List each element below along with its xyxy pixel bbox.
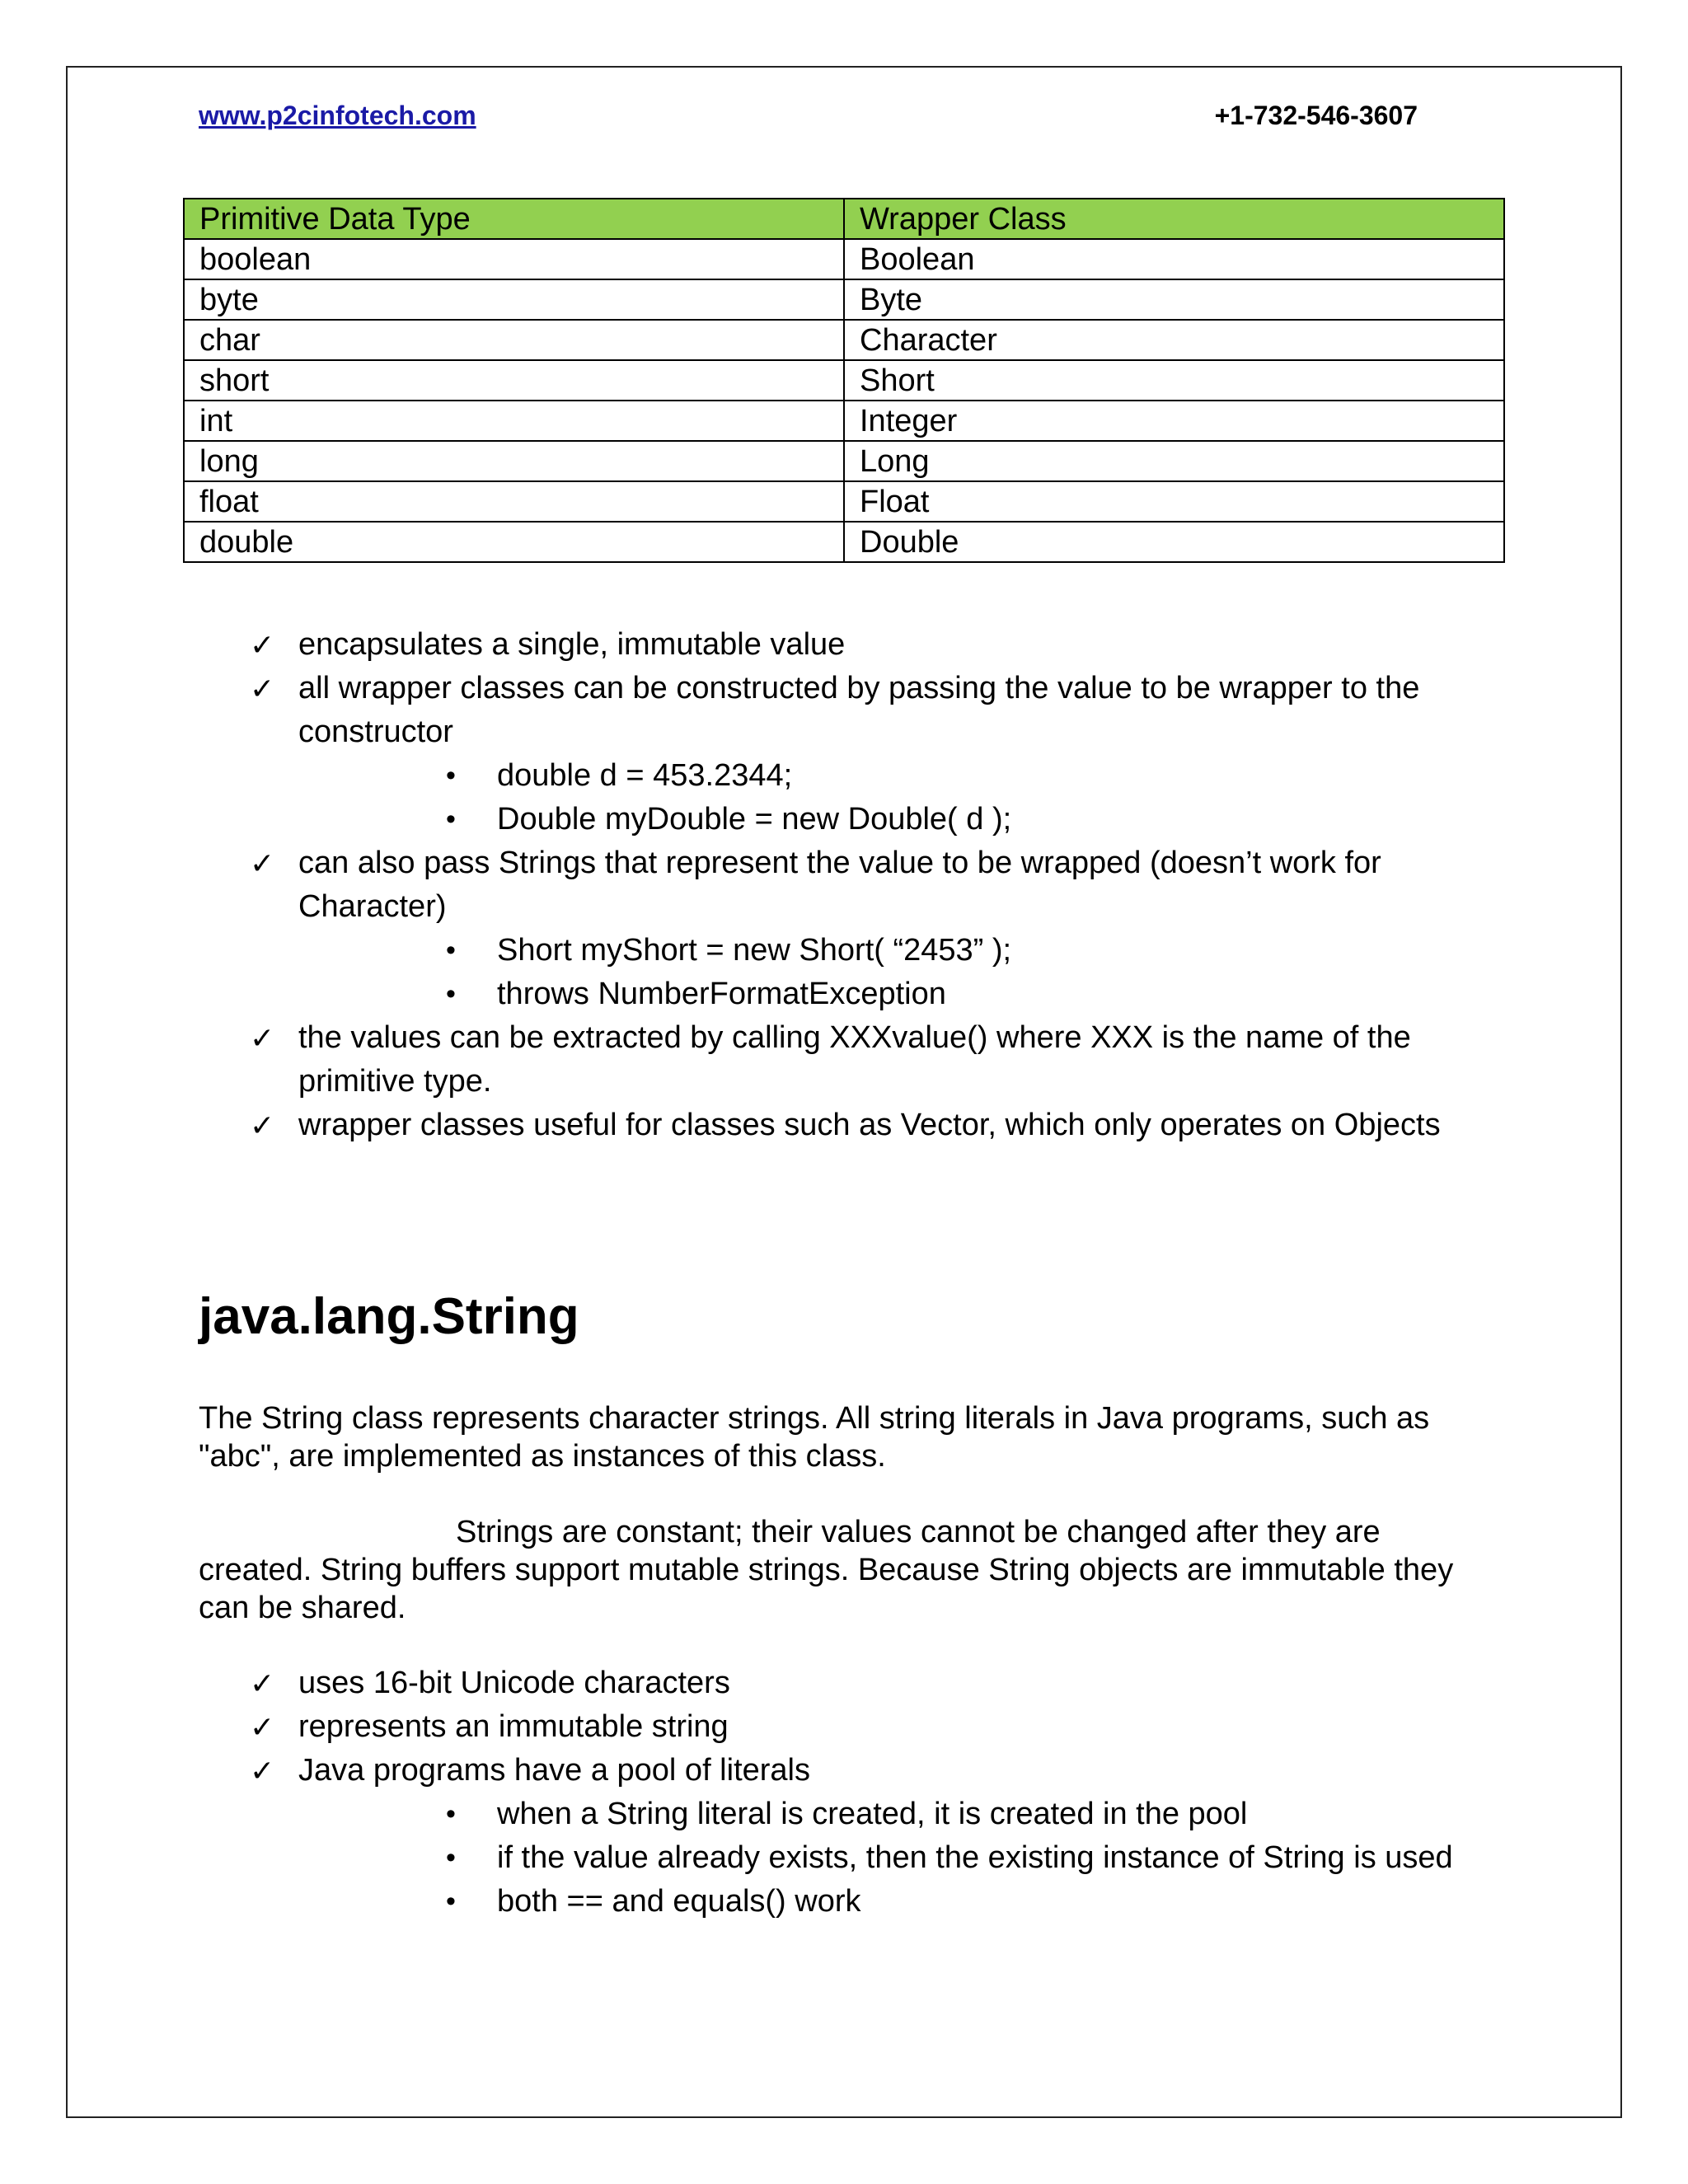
table-row	[184, 522, 1504, 562]
table-cell: Short	[844, 360, 1504, 401]
bullet-icon: •	[446, 978, 456, 1010]
checkmark-icon: ✓	[250, 1754, 275, 1788]
bullet-icon: •	[446, 804, 456, 835]
checkmark-icon: ✓	[250, 628, 275, 662]
checkmark-icon: ✓	[250, 846, 275, 880]
checkmark-icon: ✓	[250, 1710, 275, 1744]
bullet-icon: •	[446, 760, 456, 791]
bullet-icon: •	[446, 1886, 456, 1917]
table-cell: double	[184, 522, 844, 562]
list-item-text: uses 16-bit Unicode characters	[298, 1666, 730, 1700]
list-item	[0, 623, 1688, 667]
list-item	[0, 1661, 1688, 1705]
table-cell: Integer	[844, 401, 1504, 441]
table-row	[184, 441, 1504, 481]
bullet-icon: •	[446, 1842, 456, 1873]
list-item-text: the values can be extracted by calling XXXvalue() where XXX is the name of the primitive type.	[298, 1020, 1411, 1099]
table-cell: byte	[184, 279, 844, 320]
list-item-text: can also pass Strings that represent the value to be wrapped (doesn’t work for Character)	[298, 846, 1381, 924]
phone-number: +1-732-546-3607	[1214, 101, 1418, 130]
sub-list-item	[0, 1836, 1688, 1880]
table-cell: Byte	[844, 279, 1504, 320]
list-item-text: represents an immutable string	[298, 1709, 729, 1744]
list-item	[0, 1104, 1688, 1147]
paragraph: The String class represents character strings. All string literals in Java programs, such as "abc", are implemented as instances of this class.	[199, 1401, 1430, 1474]
checkmark-icon: ✓	[250, 1666, 275, 1700]
table-row	[184, 320, 1504, 360]
list-item	[0, 1016, 1688, 1104]
sub-list-item-text: throws NumberFormatException	[497, 977, 946, 1011]
sub-list-item-text: both == and equals() work	[497, 1884, 861, 1919]
table-cell: short	[184, 360, 844, 401]
sub-list-item-text: double d = 453.2344;	[497, 758, 793, 793]
column-header-wrapper: Wrapper Class	[844, 199, 1504, 239]
table-cell: Long	[844, 441, 1504, 481]
list-item	[0, 1749, 1688, 1793]
table-header-row	[184, 199, 1504, 239]
bullet-icon: •	[446, 1798, 456, 1830]
sub-list-item	[0, 1793, 1688, 1836]
table-row	[184, 401, 1504, 441]
table-cell: Boolean	[844, 239, 1504, 279]
sub-list-item	[0, 1880, 1688, 1924]
sub-list-item-text: when a String literal is created, it is created in the pool	[497, 1797, 1248, 1831]
table-row	[184, 360, 1504, 401]
website-link[interactable]: www.p2cinfotech.com	[199, 101, 476, 130]
sub-list-item-text: Double myDouble = new Double( d );	[497, 802, 1012, 837]
table-cell: Float	[844, 481, 1504, 522]
sub-list-item	[0, 929, 1688, 972]
list-item	[0, 841, 1688, 929]
wrapper-class-table	[183, 198, 1505, 563]
list-item-text: all wrapper classes can be constructed by passing the value to be wrapper to the constructor	[298, 671, 1420, 749]
checkmark-icon: ✓	[250, 1021, 275, 1055]
sub-list-item-text: Short myShort = new Short( “2453” );	[497, 933, 1012, 968]
table-row	[184, 279, 1504, 320]
list-item	[0, 1705, 1688, 1749]
list-item	[0, 667, 1688, 754]
checkmark-icon: ✓	[250, 1108, 275, 1142]
list-item-text: encapsulates a single, immutable value	[298, 627, 846, 662]
paragraph: Strings are constant; their values cannot be changed after they are created. String buffers support mutable strings. Because String objects are immutable they can be shared.	[199, 1515, 1454, 1625]
section-heading: java.lang.String	[199, 1288, 579, 1345]
table-row	[184, 481, 1504, 522]
table-cell: Character	[844, 320, 1504, 360]
table-cell: char	[184, 320, 844, 360]
table-cell: Double	[844, 522, 1504, 562]
sub-list-item	[0, 972, 1688, 1016]
table-cell: boolean	[184, 239, 844, 279]
table-cell: float	[184, 481, 844, 522]
table-row	[184, 239, 1504, 279]
column-header-primitive: Primitive Data Type	[184, 199, 844, 239]
sub-list-item	[0, 754, 1688, 798]
bullet-icon: •	[446, 935, 456, 966]
list-item-text: Java programs have a pool of literals	[298, 1753, 810, 1788]
wrapper-notes-list	[0, 623, 1688, 1147]
list-item-text: wrapper classes useful for classes such as Vector, which only operates on Objects	[298, 1108, 1441, 1142]
table-cell: int	[184, 401, 844, 441]
checkmark-icon: ✓	[250, 672, 275, 705]
sub-list-item	[0, 798, 1688, 841]
table-cell: long	[184, 441, 844, 481]
string-notes-list	[0, 1661, 1688, 1924]
sub-list-item-text: if the value already exists, then the existing instance of String is used	[497, 1840, 1453, 1875]
